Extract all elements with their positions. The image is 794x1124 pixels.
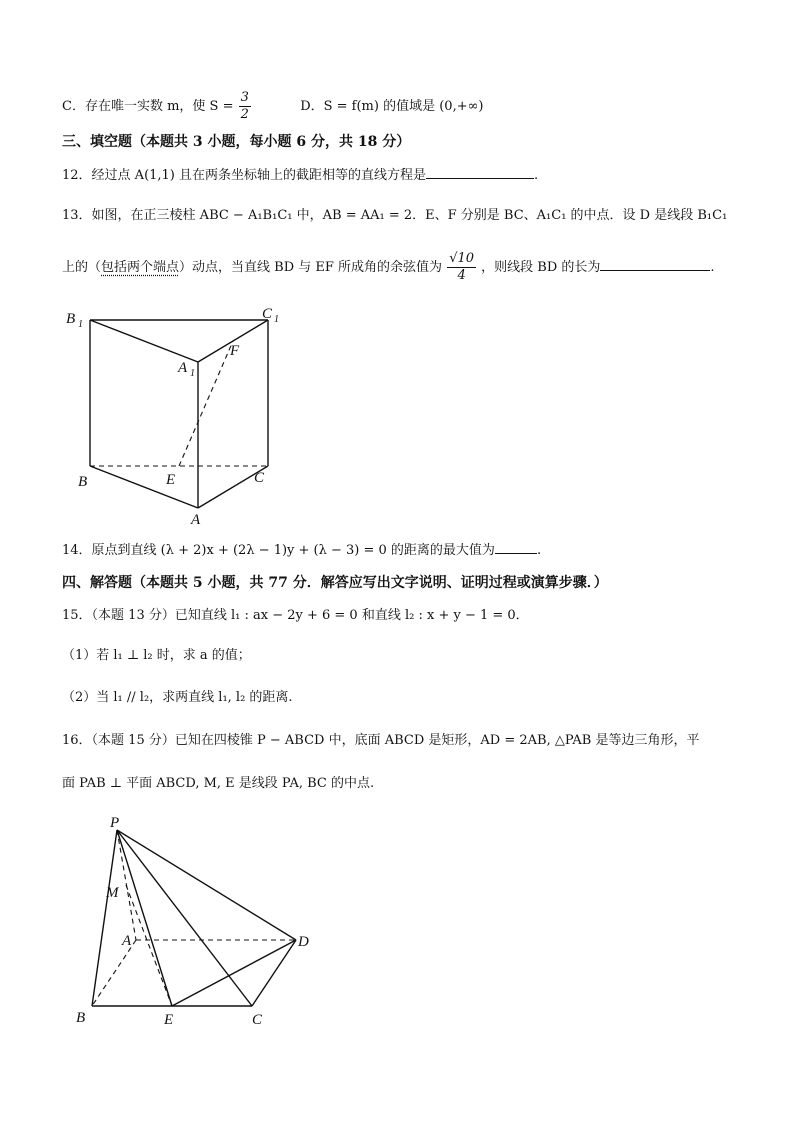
label-d: D (298, 934, 309, 950)
label-b1: B (66, 311, 76, 327)
section-3-heading: 三、填空题（本题共 3 小题，每小题 6 分，共 18 分） (62, 134, 411, 150)
label-b: B (76, 1010, 86, 1026)
segment-m-e-hidden (126, 885, 172, 1006)
segment-e-d (172, 940, 296, 1006)
option-c: C．存在唯一实数 m，使 S = (62, 99, 234, 114)
period: . (534, 168, 539, 183)
question-15-part2: （2）当 l₁ // l₂，求两直线 l₁, l₂ 的距离. (62, 690, 293, 705)
edge-p-d (117, 830, 296, 940)
text-part: ）动点，当直线 BD 与 EF 所成角的余弦值为 (179, 260, 443, 275)
edge-c-d (252, 940, 296, 1006)
label-a: A (191, 512, 201, 528)
fraction-numerator: √10 (449, 251, 475, 266)
fraction-denominator: 4 (457, 268, 466, 283)
period: . (536, 543, 542, 558)
label-a: A (122, 933, 132, 949)
question-14-text: 14．原点到直线 (λ + 2)x + (2λ − 1)y + (λ − 3) = 0 的距离的最大值为 (62, 543, 495, 558)
label-c1: C (262, 306, 273, 322)
label-e: E (166, 472, 176, 488)
label-p: P (110, 815, 120, 831)
dotted-emphasis: 包括两个端点 (101, 260, 180, 275)
label-e: E (164, 1012, 174, 1028)
question-16-line1: 16．（本题 15 分）已知在四棱锥 P − ABCD 中，底面 ABCD 是矩形，AD = 2AB, △PAB 是等边三角形，平 (62, 733, 700, 748)
edge-p-b (92, 830, 117, 1006)
text-part: ，则线段 BD 的长为 (481, 260, 601, 275)
section-4-heading: 四、解答题（本题共 5 小题，共 77 分．解答应写出文字说明、证明过程或演算步骤．） (62, 575, 608, 591)
edge-p-c (117, 830, 252, 1006)
text-part: 上的（ (62, 260, 102, 275)
period: . (710, 260, 715, 275)
label-f: F (230, 343, 240, 359)
question-12-text: 12．经过点 A(1,1) 且在两条坐标轴上的截距相等的直线方程是 (62, 168, 427, 183)
label-a1-sub: 1 (190, 368, 195, 379)
label-a1: A (178, 360, 188, 376)
question-15-stem: 15．（本题 13 分）已知直线 l₁ : ax − 2y + 6 = 0 和直线 l₂ : x + y − 1 = 0． (62, 608, 529, 623)
label-b: B (78, 474, 88, 490)
label-c: C (254, 470, 265, 486)
question-15-part1: （1）若 l₁ ⊥ l₂ 时，求 a 的值； (62, 648, 251, 663)
question-13-line1: 13．如图，在正三棱柱 ABC − A₁B₁C₁ 中，AB = AA₁ = 2．E、F 分别是 BC、A₁C₁ 的中点．设 D 是线段 B₁C₁ (62, 208, 728, 223)
option-d: D．S = f(m) 的值域是 (0,+∞) (300, 99, 484, 114)
label-c: C (252, 1012, 263, 1028)
label-c1-sub: 1 (274, 314, 279, 325)
label-m: M (106, 885, 119, 901)
fraction-numerator: 3 (240, 90, 249, 105)
fraction-denominator: 2 (240, 107, 249, 122)
edge-p-e (117, 830, 172, 1006)
question-16-line2: 面 PAB ⊥ 平面 ABCD, M, E 是线段 PA, BC 的中点. (62, 776, 375, 791)
edge-a-b-hidden (92, 940, 136, 1006)
label-b1-sub: 1 (78, 319, 83, 330)
